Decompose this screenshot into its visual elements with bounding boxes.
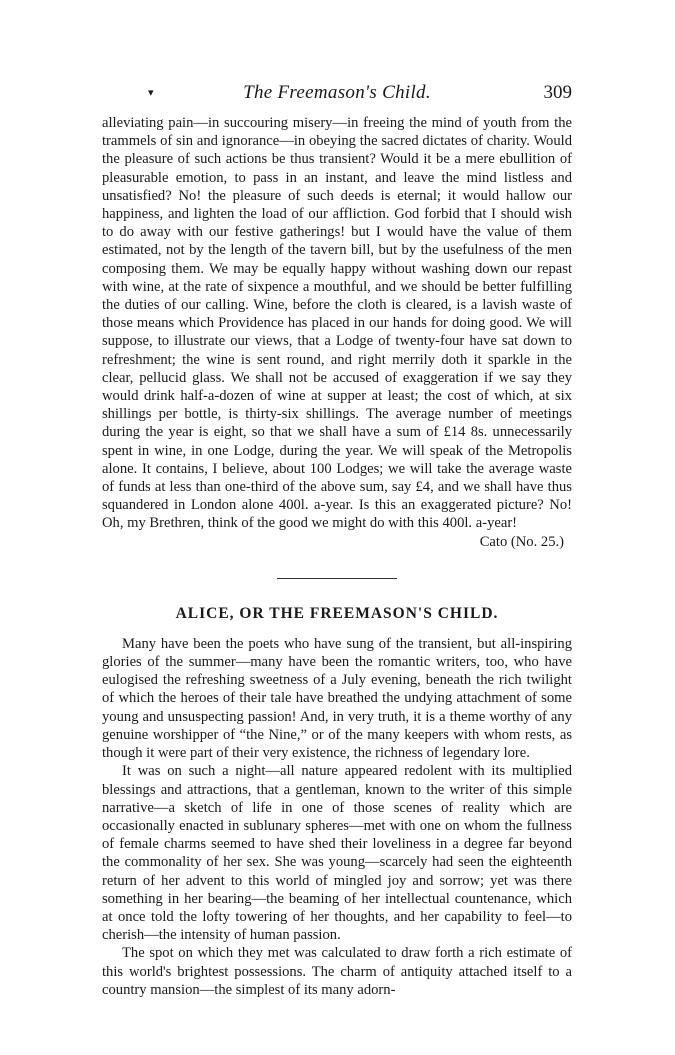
story-paragraph-1: Many have been the poets who have sung of the transient, but all-inspiring glories of the summer—many have been the romantic writers, too, who have eulogised the refreshing sweetness of a July evening, beneath the rich twilight of which the heroes of their tale have breathed the undying attachment of some young and unsuspecting passion! And, in very truth, it is a theme worthy of any genuine worshipper of “the Nine,” or of the many keepers with whom rests, as though it were part of their very existence, the richness of legendary lore. <box>102 635 572 762</box>
story-paragraph-3: The spot on which they met was calculated to draw forth a rich estimate of this world's brightest possessions. The charm of antiquity attached itself to a country mansion—the simplest of its many adorn- <box>102 945 572 998</box>
page-header <box>102 82 572 108</box>
section-divider <box>277 578 397 579</box>
running-title: The Freemason's Child. <box>243 82 431 103</box>
printer-mark: ▾ <box>148 87 154 99</box>
article-signature: Cato (No. 25.) <box>479 533 564 550</box>
book-page <box>102 82 572 999</box>
article-continuation-text: alleviating pain—in succouring misery—in freeing the mind of youth from the trammels of sin and ignorance—in obeying the sacred dictates of charity. Would the pleasure of such actions be thus transient? Would it be a mere ebullition of pleasurable emotion, to pass in an instant, and leave the mind listless and unsatisfied? No! the pleasure of such deeds is eternal; it would hallow our happiness, and lighten the load of our affliction. God forbid that I should wish to do away with our festive gatherings! but I would have the value of them estimated, not by the length of the tavern bill, but by the usefulness of the men composing them. We may be equally happy without washing down our repast with wine, at the rate of sixpence a mouthful, and we should be better fulfilling the duties of our calling. Wine, before the cloth is cleared, is a lavish waste of those means which Providence has placed in our hands for doing good. We will suppose, to illustrate our views, that a Lodge of twenty-four have sat down to refreshment; the wine is sent round, and right merrily doth it sparkle in the clear, pellucid glass. We shall not be accused of exaggeration if we say they would drink half-a-dozen of wine at supper at least; the cost of which, at six shillings per bottle, is thirty-six shillings. The average number of meetings during the year is eight, so that we shall have a sum of £14 8s. unnecessarily spent in wine, in one Lodge, during the year. We will speak of the Metropolis alone. It contains, I believe, about 100 Lodges; we will take the average waste of funds at less than one-third of the above sum, say £4, and we shall have thus squandered in London alone 400l. a-year. Is this an exaggerated picture? No! Oh, my Brethren, think of the good we might do with this 400l. a-year! <box>102 115 572 532</box>
page-number: 309 <box>543 82 572 103</box>
section-title: ALICE, OR THE FREEMASON'S CHILD. <box>175 604 499 622</box>
story-paragraph-2: It was on such a night—all nature appeared redolent with its multiplied blessings and attractions, that a gentleman, known to the writer of this simple narrative—a sketch of life in one of those scenes of reality which are occasionally enacted in sublunary spheres—met with one on whom the fullness of female charms seemed to have shed their loveliness in a degree far beyond the commonality of her sex. She was young—scarcely had seen the eighteenth return of her advent to this world of mingled joy and sorrow; yet was there something in her bearing—the beaming of her intellectual countenance, which at once told the lofty towering of her thoughts, and her capability to feel—to cherish—the intensity of human passion. <box>102 763 572 944</box>
